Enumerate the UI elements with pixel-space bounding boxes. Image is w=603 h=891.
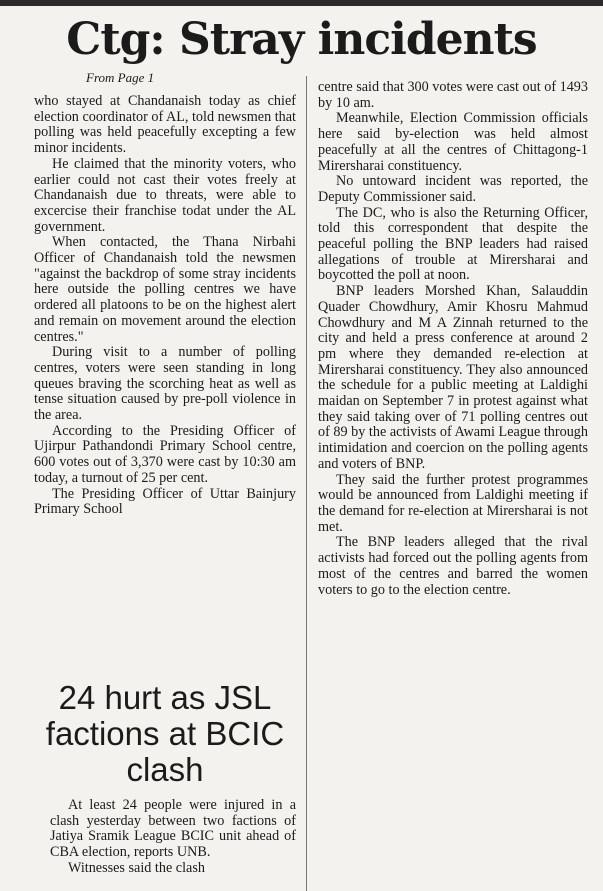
jump-line: From Page 1 <box>86 70 155 85</box>
paragraph: The BNP leaders alleged that the rival activists had forced out the polling agents from most of the centres and barred the women voters to go to the election centre. <box>318 534 588 598</box>
paragraph: The DC, who is also the Returning Officer, told this correspondent that despite the peaceful polling the BNP leaders had raised allegations of trouble at Mirersharai and boycotted the poll at noon. <box>318 204 588 284</box>
left-column <box>34 94 296 674</box>
paragraph: During visit to a number of polling centres, voters were seen standing in long queues braving the scorching heat as well as tense situation caused by pre-poll violence in the area. <box>34 344 296 424</box>
sub-story-body <box>50 798 296 891</box>
sub-story-headline: 24 hurt as JSL factions at BCIC clash <box>45 679 285 788</box>
paragraph: At least 24 people were injured in a clash yesterday between two factions of Jatiya Sramik League BCIC unit ahead of CBA election, reports UNB. <box>50 797 296 861</box>
paragraph: Meanwhile, Election Commission officials here said by-election was held almost peacefully at all the centres of Chittagong-1 Mirersharai constituency. <box>318 110 588 174</box>
paragraph: When contacted, the Thana Nirbahi Officer of Chandanaish told the newsmen "against the backdrop of some stray incidents here outside the polling centres we have ordered all platoons to be on the highest alert and remain on movement around the election centres." <box>34 234 296 345</box>
paragraph: centre said that 300 votes were cast out of 1493 by 10 am. <box>318 80 588 111</box>
right-column <box>318 80 588 891</box>
headline: Ctg: Stray incidents <box>66 14 537 65</box>
paragraph: According to the Presiding Officer of Ujirpur Pathandondi Primary School centre, 600 votes out of 3,370 were cast by 10:30 am today, a turnout of 25 per cent. <box>34 422 296 486</box>
paragraph: He claimed that the minority voters, who earlier could not cast their votes freely at Chandanaish due to threats, were able to excercise their franchise todat under the AL government. <box>34 155 296 235</box>
top-rule <box>0 0 603 6</box>
paragraph: who stayed at Chandanaish today as chief election coordinator of AL, told newsmen that polling was held peacefully excepting a few minor incidents. <box>34 94 296 157</box>
paragraph: Witnesses said the clash <box>68 859 205 876</box>
column-divider <box>306 76 307 891</box>
paragraph: BNP leaders Morshed Khan, Salauddin Quader Chowdhury, Amir Khosru Mahmud Chowdhury and M A Zinnah returned to the city and held a press conference at around 2 pm where they demanded re-election at Mirersharai constituency. They also announced the schedule for a public meeting at Laldighi maidan on September 7 in protest against what they said taking over of 71 polling centres out of 89 by the activists of Awami League through intimidation and coercion on the polling agents and voters of BNP. <box>318 283 588 472</box>
paragraph: No untoward incident was reported, the Deputy Commissioner said. <box>318 173 588 205</box>
paragraph: They said the further protest programmes would be announced from Laldighi meeting if the demand for re-election at Mirersharai is not met. <box>318 471 588 535</box>
paragraph: The Presiding Officer of Uttar Bainjury Primary School <box>34 485 296 518</box>
